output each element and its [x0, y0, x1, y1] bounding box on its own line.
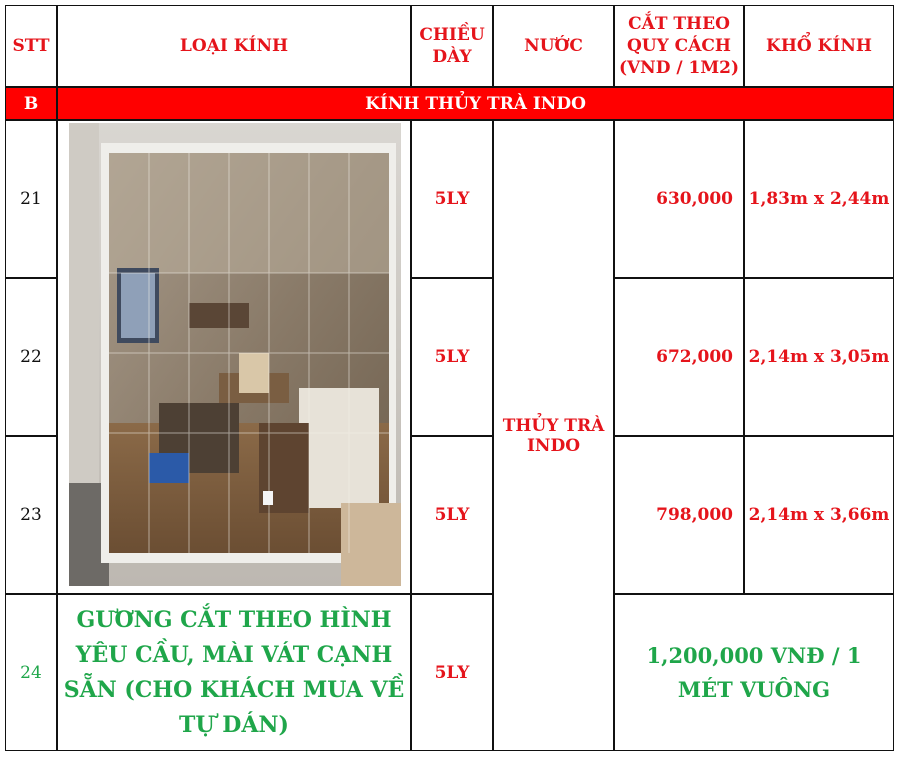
header-nuoc — [493, 5, 614, 87]
row-size-label: 2,14m x 3,05m — [748, 347, 890, 367]
header-chieu-day-line2: DÀY — [432, 47, 472, 67]
row-24-stt — [5, 594, 57, 751]
row-price-label: 672,000 — [656, 347, 733, 367]
row-21-thickness — [411, 120, 493, 278]
row-price-label: 798,000 — [656, 505, 733, 525]
custom-price-line1: 1,200,000 VNĐ / 1 — [646, 642, 862, 668]
header-cat-line3: (VND / 1M2) — [618, 58, 740, 78]
row-size-label: 1,83m x 2,44m — [748, 189, 890, 209]
header-stt — [5, 5, 57, 87]
section-title-label: KÍNH THỦY TRÀ INDO — [365, 93, 586, 114]
header-kho-kinh-label: KHỔ KÍNH — [766, 36, 872, 56]
section-code — [5, 87, 57, 120]
row-21-size — [744, 120, 894, 278]
custom-desc-line2: YÊU CẦU, MÀI VÁT CẠNH — [75, 641, 393, 668]
section-title — [57, 87, 894, 120]
header-nuoc-label: NƯỚC — [524, 36, 583, 56]
row-stt-label: 23 — [20, 505, 42, 525]
row-thickness-label: 5LY — [434, 505, 470, 525]
row-21-stt — [5, 120, 57, 278]
header-loai-kinh-label: LOẠI KÍNH — [179, 36, 289, 56]
header-cat-theo — [614, 5, 744, 87]
mirror-wall-photo — [69, 123, 401, 586]
row-thickness-label: 5LY — [434, 189, 470, 209]
row-23-size — [744, 436, 894, 594]
row-size-label: 2,14m x 3,66m — [748, 505, 890, 525]
row-22-stt — [5, 278, 57, 436]
row-21-price — [614, 120, 744, 278]
row-24-description — [57, 594, 411, 751]
row-thickness-label: 5LY — [434, 662, 470, 683]
custom-price-line2: MÉT VUÔNG — [677, 676, 831, 702]
origin-cell — [493, 120, 614, 751]
row-22-thickness — [411, 278, 493, 436]
header-cat-line1: CẮT THEO — [628, 14, 730, 34]
header-chieu-day — [411, 5, 493, 87]
row-stt-label: 21 — [20, 189, 42, 209]
header-cat-line2: QUY CÁCH — [626, 36, 731, 56]
custom-desc-line1: GƯƠNG CẮT THEO HÌNH — [76, 606, 392, 633]
header-chieu-day-line1: CHIỀU — [419, 25, 485, 45]
row-24-thickness — [411, 594, 493, 751]
row-23-price — [614, 436, 744, 594]
row-22-size — [744, 278, 894, 436]
origin-line1: THỦY TRÀ — [502, 415, 605, 436]
row-22-price — [614, 278, 744, 436]
row-23-stt — [5, 436, 57, 594]
row-stt-label: 24 — [20, 662, 42, 683]
section-code-label: B — [23, 93, 39, 114]
row-24-price — [614, 594, 894, 751]
row-price-label: 630,000 — [656, 189, 733, 209]
header-stt-label: STT — [12, 36, 50, 56]
custom-desc-line4: TỰ DÁN) — [179, 711, 289, 738]
custom-desc-line3: SẴN (CHO KHÁCH MUA VỀ — [63, 676, 405, 703]
row-stt-label: 22 — [20, 347, 42, 367]
header-kho-kinh — [744, 5, 894, 87]
header-loai-kinh — [57, 5, 411, 87]
row-thickness-label: 5LY — [434, 347, 470, 367]
row-23-thickness — [411, 436, 493, 594]
origin-line2: INDO — [526, 435, 581, 456]
